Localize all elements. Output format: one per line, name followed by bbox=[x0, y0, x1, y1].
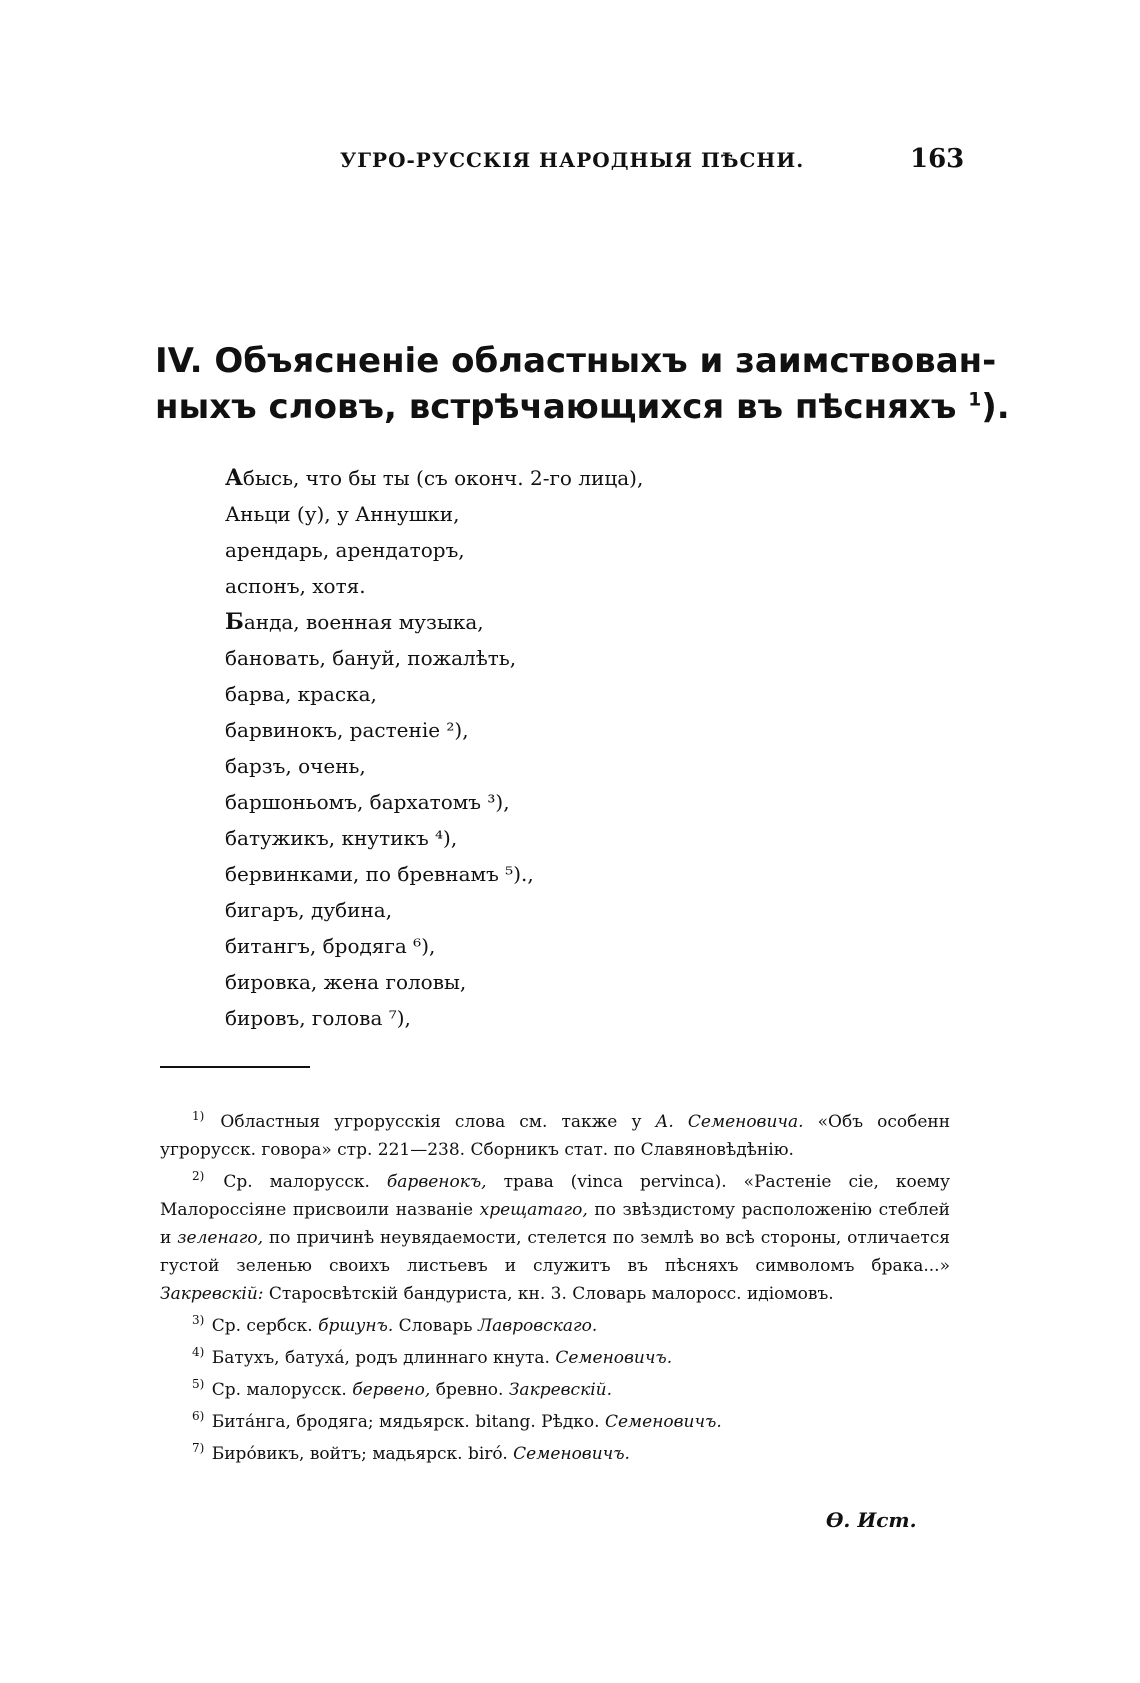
glossary-entry: бервинками, по бревнамъ ⁵)., bbox=[225, 862, 534, 886]
page-number: 163 bbox=[910, 144, 965, 174]
footnote-3 bbox=[160, 1312, 950, 1344]
footnote-text: Ср. малорусск. bbox=[211, 1380, 347, 1400]
footnote-text: Биро́викъ, войтъ; мадьярск. biró. bbox=[211, 1444, 508, 1464]
footnote-text: Старосвѣтскій бандуриста, кн. 3. Словарь малоросс. идіомовъ. bbox=[268, 1284, 834, 1304]
footnote-6 bbox=[160, 1408, 950, 1440]
glossary-entry: Аньци (у), у Аннушки, bbox=[225, 502, 460, 526]
footnote-term: бршунъ. bbox=[318, 1316, 394, 1336]
footnote-author: А. Семеновича. bbox=[655, 1112, 804, 1132]
footnote-number: 1) bbox=[192, 1109, 205, 1124]
glossary-entry: бигаръ, дубина, bbox=[225, 898, 393, 922]
footnote-number: 6) bbox=[192, 1409, 205, 1424]
footnote-number: 2) bbox=[192, 1169, 205, 1184]
footnote-text: Ср. малорусск. bbox=[223, 1172, 370, 1192]
heading-line-1: IV. Объясненіе областныхъ и заимствован- bbox=[155, 341, 997, 381]
glossary-entry: батужикъ, кнутикъ ⁴), bbox=[225, 826, 458, 850]
footnote-term: зеленаго, bbox=[177, 1228, 264, 1248]
footnote-text: Батухъ, батуха́, родъ длиннаго кнута. bbox=[211, 1348, 550, 1368]
footnote-text: Бита́нга, бродяга; мядьярск. bitang. Рѣдко. bbox=[211, 1412, 600, 1432]
footnote-term: барвенокъ, bbox=[386, 1172, 487, 1192]
footnote-number: 5) bbox=[192, 1377, 205, 1392]
footnote-author: Семеновичъ. bbox=[604, 1412, 722, 1432]
footnote-1 bbox=[160, 1108, 950, 1164]
glossary-entry: барва, краска, bbox=[225, 682, 377, 706]
footnote-number: 4) bbox=[192, 1345, 205, 1360]
footnote-text: по причинѣ неувядаемости, стелется по землѣ во всѣ стороны, отличается густой зеленью своихъ листьевъ и служитъ въ пѣсняхъ символомъ брака...» bbox=[160, 1228, 950, 1276]
glossary-list bbox=[225, 460, 643, 1036]
section-heading bbox=[155, 338, 1010, 430]
heading-line-2 bbox=[155, 384, 1010, 430]
footnote-author: Закревскій. bbox=[508, 1380, 613, 1400]
glossary-entry: бировка, жена головы, bbox=[225, 970, 467, 994]
glossary-entry: Абысь, что бы ты (съ оконч. 2-го лица), bbox=[225, 465, 644, 491]
footnote-text: Областныя угрорусскія слова см. также у bbox=[220, 1112, 642, 1132]
footnote-number: 7) bbox=[192, 1441, 205, 1456]
footnote-divider bbox=[160, 1066, 310, 1068]
footnote-text: Ср. сербск. bbox=[211, 1316, 313, 1336]
glossary-entry: барвинокъ, растеніе ²), bbox=[225, 718, 469, 742]
glossary-entry: бировъ, голова ⁷), bbox=[225, 1006, 411, 1030]
footnote-author: Семеновичъ. bbox=[513, 1444, 630, 1464]
glossary-entry: арендарь, арендаторъ, bbox=[225, 538, 465, 562]
footnote-5 bbox=[160, 1376, 950, 1408]
heading-line-2-text: ныхъ словъ, встрѣчающихся въ пѣсняхъ bbox=[155, 387, 957, 427]
heading-end: ). bbox=[981, 387, 1010, 427]
footnote-author: Лавровскаго. bbox=[477, 1316, 598, 1336]
glossary-entry: аспонъ, хотя. bbox=[225, 574, 366, 598]
heading-footnote-mark: 1 bbox=[968, 389, 982, 411]
footnote-number: 3) bbox=[192, 1313, 205, 1328]
footnote-text: по звѣздистому расположенію стеблей и bbox=[160, 1200, 950, 1248]
glossary-entry: бановать, бануй, пожалѣть, bbox=[225, 646, 517, 670]
glossary-entry: Банда, военная музыка, bbox=[225, 609, 484, 635]
footnote-4 bbox=[160, 1344, 950, 1376]
footnote-text: Словарь bbox=[398, 1316, 473, 1336]
footnote-text: бревно. bbox=[435, 1380, 504, 1400]
footnotes bbox=[160, 1108, 950, 1472]
footnote-author: Семеновичъ. bbox=[555, 1348, 673, 1368]
footnote-7 bbox=[160, 1440, 950, 1472]
footnote-term: хрещатаго, bbox=[479, 1200, 588, 1220]
footnote-2 bbox=[160, 1168, 950, 1308]
running-title: УГРО-РУССКІЯ НАРОДНЫЯ ПѢСНИ. bbox=[340, 148, 805, 172]
glossary-entry: барзъ, очень, bbox=[225, 754, 366, 778]
glossary-entry: битангъ, бродяга ⁶), bbox=[225, 934, 436, 958]
signature: Ѳ. Ист. bbox=[826, 1508, 917, 1532]
footnote-term: бервено, bbox=[352, 1380, 431, 1400]
glossary-entry: баршоньомъ, бархатомъ ³), bbox=[225, 790, 510, 814]
footnote-author: Закревскій: bbox=[160, 1284, 264, 1304]
footnote-text: «Объ особенн угрорусск. говора» стр. 221—238. Сборникъ стат. по Славяновѣдѣнію. bbox=[160, 1112, 951, 1160]
footnote-text: трава (vinca pervinca). «Растеніе сіе, коему Малороссіяне присвоили названіе bbox=[160, 1172, 950, 1220]
